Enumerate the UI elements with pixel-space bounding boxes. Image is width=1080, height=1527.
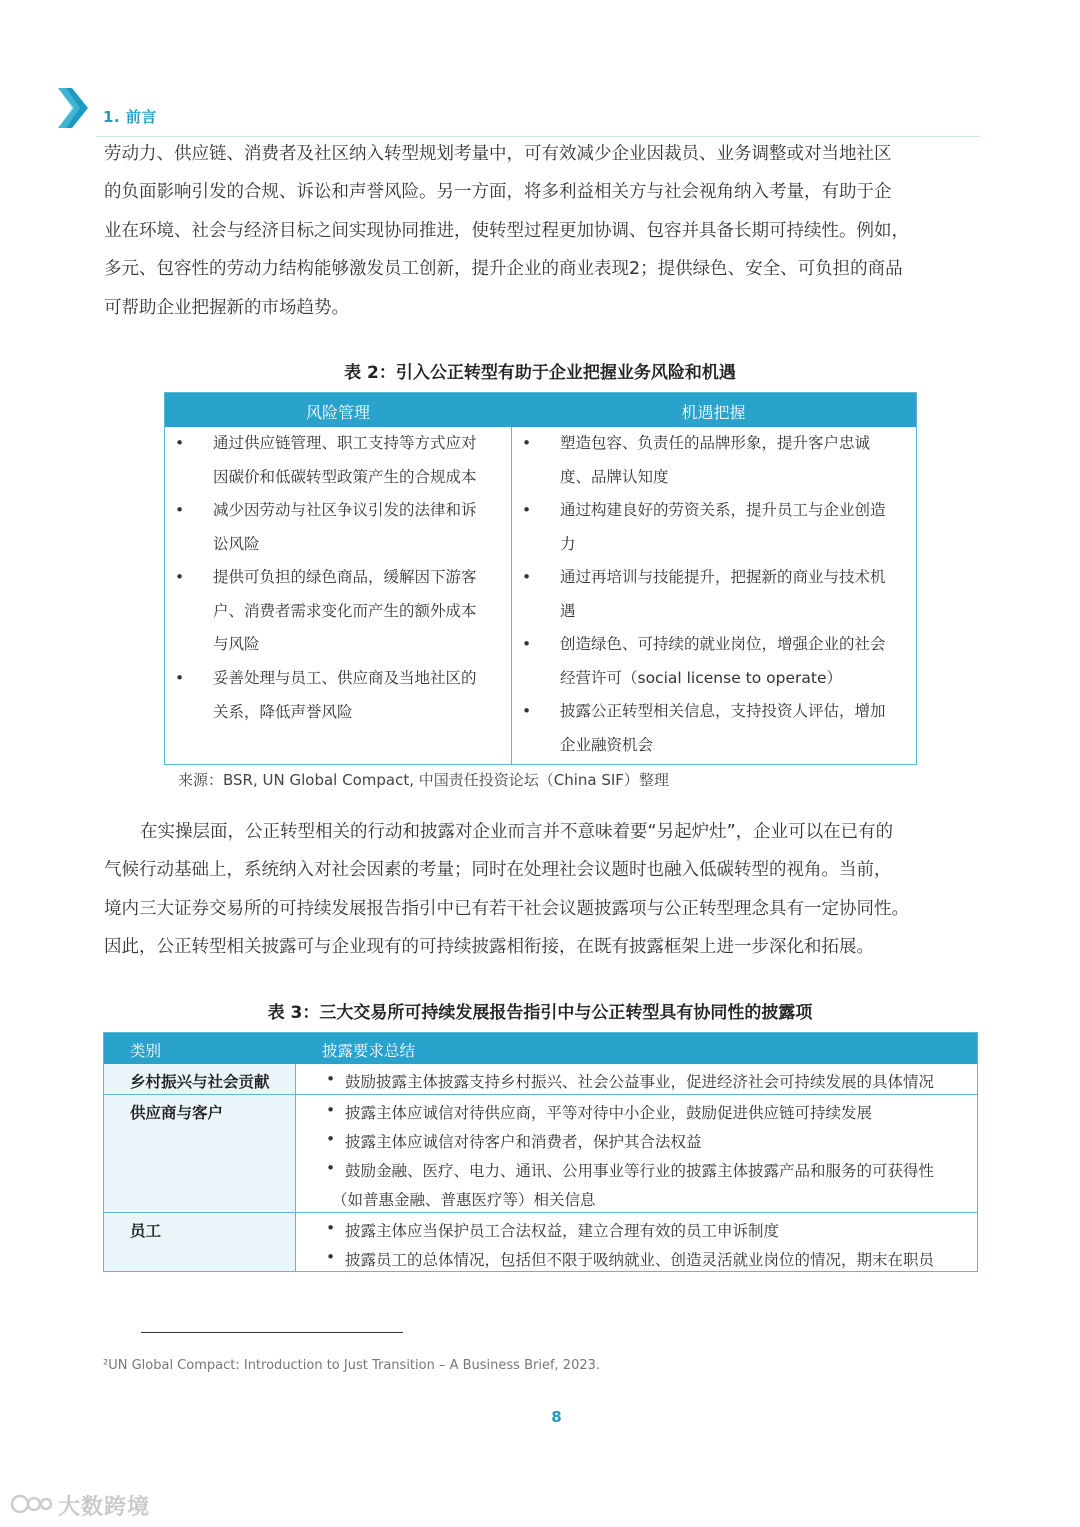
table2-caption: 表 2：引入公正转型有助于企业把握业务风险和机遇 (344, 363, 736, 383)
risk-item-line: 因碳价和低碳转型政策产生的合规成本 (213, 467, 477, 486)
disclosure-item-text: 披露主体应当保护员工合法权益，建立合理有效的员工申诉制度 (345, 1222, 780, 1240)
table3-header-category: 类别 (130, 1042, 162, 1060)
opportunity-item-line: 力 (560, 534, 576, 553)
paragraph-line: 劳动力、供应链、消费者及社区纳入转型规划考量中，可有效减少企业因裁员、业务调整或对当地社区 (104, 144, 892, 164)
table3-header (104, 1033, 977, 1064)
table3-row-divider (104, 1212, 977, 1213)
bullet-icon: • (175, 568, 185, 586)
disclosure-item-text: 披露员工的总体情况，包括但不限于吸纳就业、创造灵活就业岗位的情况，期末在职员 (345, 1251, 935, 1269)
paragraph-line: 的负面影响引发的合规、诉讼和声誉风险。另一方面，将多利益相关方与社会视角纳入考量，有助于企 (104, 182, 892, 203)
risk-item-line: 减少因劳动与社区争议引发的法律和诉 (213, 501, 477, 519)
table2-header-opportunity: 机遇把握 (681, 403, 746, 422)
risk-item-line: 与风险 (213, 635, 260, 654)
paragraph-line: 境内三大证券交易所的可持续发展报告指引中已有若干社会议题披露项与公正转型理念具有一定协同性。 (104, 898, 909, 919)
risk-item-line: 户、消费者需求变化而产生的额外成本 (213, 601, 477, 620)
category-suppliers-customers: 供应商与客户 (130, 1104, 224, 1122)
paragraph-line: 气候行动基础上，系统纳入对社会因素的考量；同时在处理社会议题时也融入低碳转型的视角。当前， (104, 860, 892, 881)
opportunity-item-line: 创造绿色、可持续的就业岗位，增强企业的社会 (560, 635, 886, 653)
table3 (103, 1032, 978, 1272)
second-paragraph (104, 813, 988, 967)
bullet-icon: • (326, 1130, 336, 1148)
bullet-icon: • (326, 1219, 336, 1237)
footnote-rule (141, 1332, 403, 1333)
bullet-icon: • (522, 501, 532, 519)
table3-column-divider (295, 1064, 296, 1271)
watermark-logo-icon (10, 1492, 54, 1516)
risk-item-line: 妥善处理与员工、供应商及当地社区的 (213, 669, 477, 687)
disclosure-item-text: 鼓励披露主体披露支持乡村振兴、社会公益事业，促进经济社会可持续发展的具体情况 (345, 1073, 935, 1091)
bullet-icon: • (175, 669, 185, 687)
bullet-icon: • (522, 568, 532, 586)
disclosure-item-text: 鼓励金融、医疗、电力、通讯、公用事业等行业的披露主体披露产品和服务的可获得性 (345, 1162, 935, 1180)
footnote: ²UN Global Compact: Introduction to Just Transition – A Business Brief, 2023. (103, 1358, 601, 1373)
opportunity-item-line: 经营许可（social license to operate） (560, 668, 842, 687)
bullet-icon: • (326, 1159, 336, 1177)
paragraph-line: 可帮助企业把握新的市场趋势。 (104, 297, 349, 318)
section-label: 1. 前言 (103, 108, 157, 126)
bullet-icon: • (175, 501, 185, 519)
page-number: 8 (551, 1408, 562, 1426)
paragraph-line: 因此，公正转型相关披露可与企业现有的可持续披露相衔接，在既有披露框架上进一步深化和拓展。 (104, 937, 874, 958)
table2-source: 来源：BSR, UN Global Compact, 中国责任投资论坛（China SIF）整理 (178, 771, 669, 789)
table3-header-summary: 披露要求总结 (322, 1042, 416, 1060)
opportunity-item-line: 度、品牌认知度 (560, 467, 669, 486)
opportunity-item-line: 通过再培训与技能提升，把握新的商业与技术机 (560, 568, 886, 586)
opportunity-item-line: 遇 (560, 601, 576, 620)
bullet-icon: • (326, 1101, 336, 1119)
bullet-icon: • (522, 702, 532, 720)
table2-column-divider (511, 427, 512, 764)
bullet-icon: • (326, 1070, 336, 1088)
intro-paragraph (104, 135, 988, 327)
risk-item-line: 通过供应链管理、职工支持等方式应对 (213, 434, 477, 452)
risk-item-line: 讼风险 (213, 534, 260, 553)
watermark-text: 大数跨境 (58, 1495, 151, 1520)
paragraph-line: 在实操层面，公正转型相关的行动和披露对企业而言并不意味着要“另起炉灶”，企业可以在已有的 (140, 822, 894, 842)
disclosure-item-text: 披露主体应诚信对待供应商，平等对待中小企业，鼓励促进供应链可持续发展 (345, 1104, 873, 1122)
table2 (164, 392, 917, 765)
paragraph-line: 业在环境、社会与经济目标之间实现协同推进，使转型过程更加协调、包容并具备长期可持续性。例如， (104, 220, 909, 241)
table2-header (165, 393, 916, 427)
paragraph-line: 多元、包容性的劳动力结构能够激发员工创新，提升企业的商业表现2；提供绿色、安全、可负担的商品 (104, 259, 903, 280)
bullet-icon: • (522, 434, 532, 452)
opportunity-item-line: 通过构建良好的劳资关系，提升员工与企业创造 (560, 501, 886, 519)
table2-header-risk: 风险管理 (305, 403, 370, 422)
risk-item-line: 关系，降低声誉风险 (213, 702, 353, 721)
opportunity-item-line: 披露公正转型相关信息，支持投资人评估，增加 (560, 702, 886, 720)
opportunity-item-line: 企业融资机会 (560, 735, 654, 754)
category-rural-revitalization: 乡村振兴与社会贡献 (130, 1073, 270, 1091)
disclosure-item-text: 披露主体应诚信对待客户和消费者，保护其合法权益 (345, 1133, 702, 1151)
risk-item-line: 提供可负担的绿色商品，缓解因下游客 (213, 568, 477, 586)
bullet-icon: • (522, 635, 532, 653)
bullet-icon: • (175, 434, 185, 452)
bullet-icon: • (326, 1248, 336, 1266)
category-employees: 员工 (130, 1222, 162, 1240)
chevron-right-icon (58, 88, 90, 128)
opportunity-item-line: 塑造包容、负责任的品牌形象，提升客户忠诚 (560, 434, 871, 452)
table3-row-divider (104, 1094, 977, 1095)
table3-caption: 表 3：三大交易所可持续发展报告指引中与公正转型具有协同性的披露项 (267, 1003, 813, 1023)
disclosure-item-continuation: （如普惠金融、普惠医疗等）相关信息 (332, 1191, 596, 1209)
